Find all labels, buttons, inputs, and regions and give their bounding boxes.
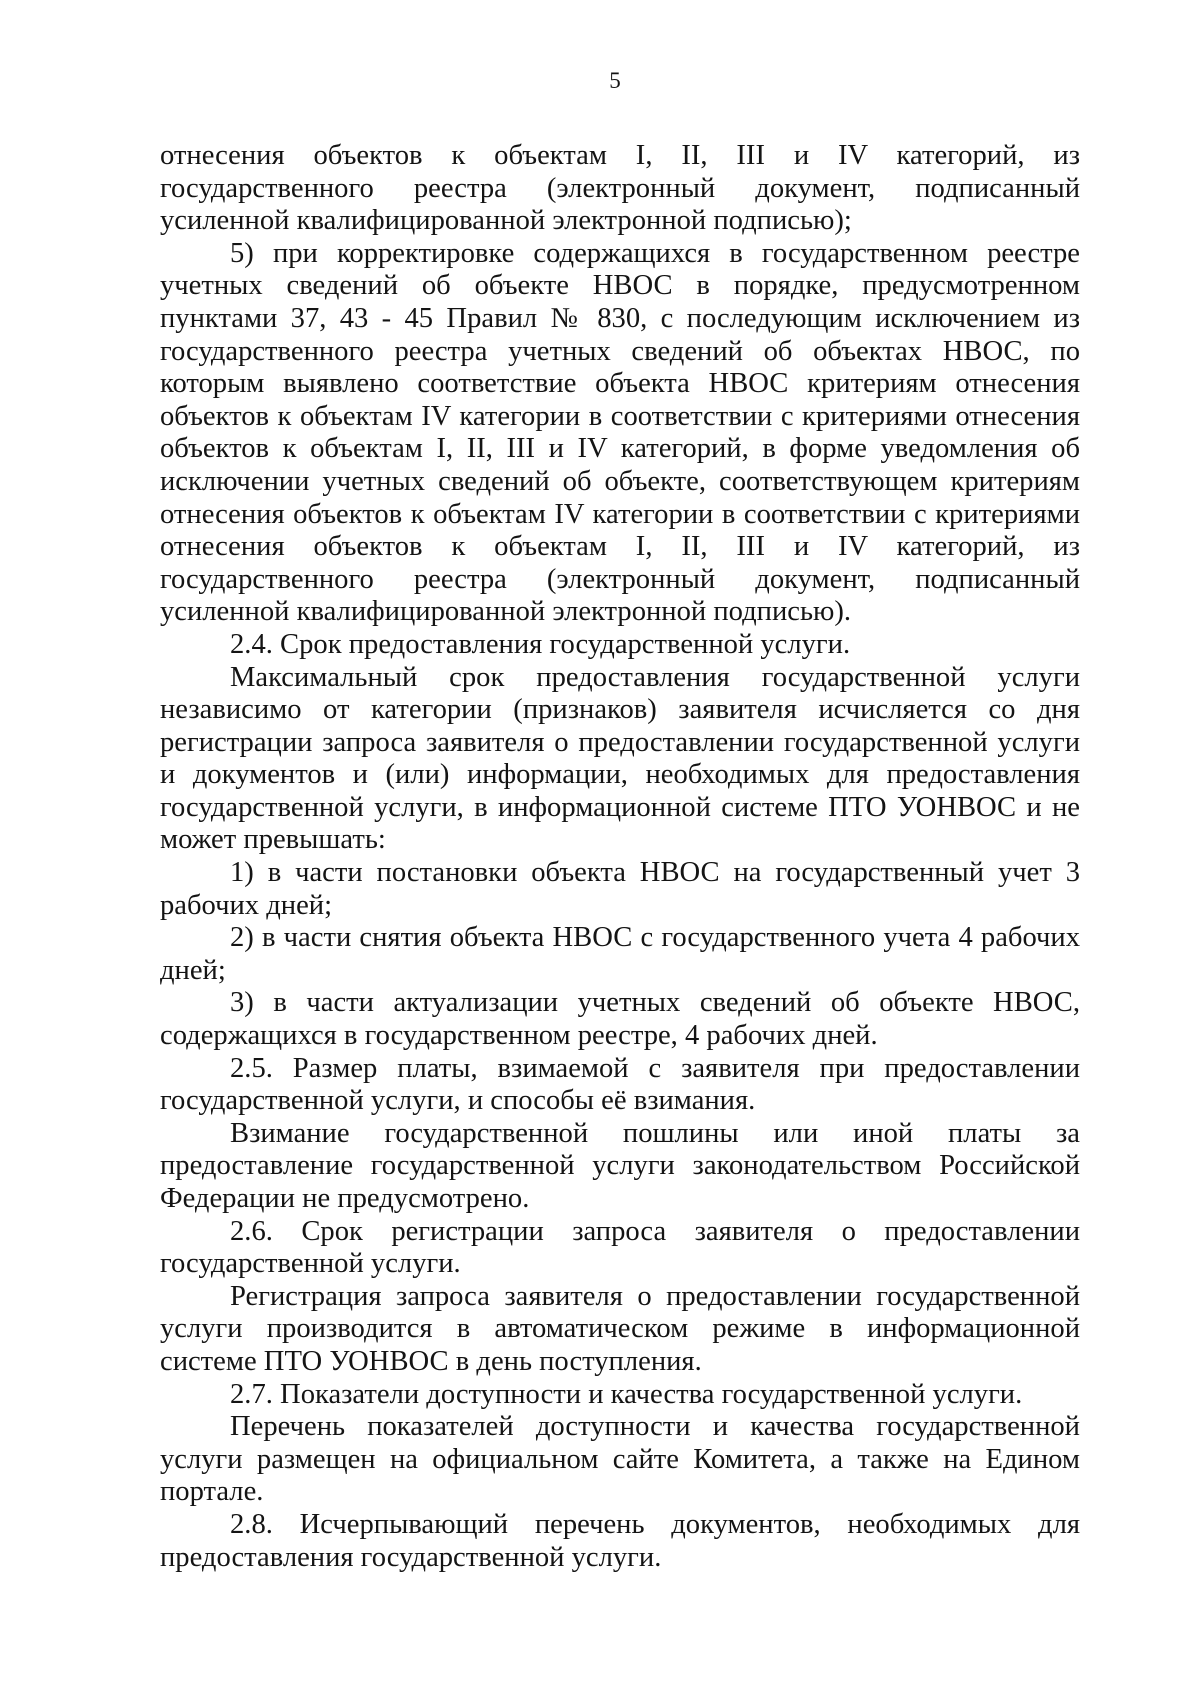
paragraph: Взимание государственной пошлины или иной платы за предоставление государственной услуги законодательством Российской Федерации не предусмотрено. [160,1117,1080,1214]
section-heading-2-5: 2.5. Размер платы, взимаемой с заявителя при предоставлении государственной услуги, и способы её взимания. [160,1052,1080,1117]
section-heading-2-6: 2.6. Срок регистрации запроса заявителя о предоставлении государственной услуги. [160,1215,1080,1280]
paragraph-continuation: отнесения объектов к объектам I, II, III и IV категорий, из государственного реестра (электронный документ, подписанный усиленной квалифицированной электронной подписью); [160,140,1080,237]
paragraph-item-5: 5) при корректировке содержащихся в государственном реестре учетных сведений об объекте НВОС в порядке, предусмотренном пунктами 37, 43 - 45 Правил № 830, с последующим исключением из государственного реестра учетных сведений об объектах НВОС, по которым выявлено соответствие объекта НВОС критериям отнесения объектов к объектам IV категории в соответствии с критериями отнесения объектов к объектам I, II, III и IV категорий, в форме уведомления об исключении учетных сведений об объекте, соответствующем критериям отнесения объектов к объектам IV категории в соответствии с критериями отнесения объектов к объектам I, II, III и IV категорий, из государственного реестра (электронный документ, подписанный усиленной квалифицированной электронной подписью). [160,237,1080,628]
paragraph: Перечень показателей доступности и качества государственной услуги размещен на официальном сайте Комитета, а также на Едином портале. [160,1411,1080,1508]
list-item-1: 1) в части постановки объекта НВОС на государственный учет 3 рабочих дней; [160,857,1080,921]
section-heading-2-7: 2.7. Показатели доступности и качества государственной услуги. [230,1378,1023,1410]
section-heading-2-4: 2.4. Срок предоставления государственной услуги. [230,628,851,660]
list-item-3: 3) в части актуализации учетных сведений об объекте НВОС, содержащихся в государственном реестре, 4 рабочих дней. [160,987,1080,1052]
paragraph: Максимальный срок предоставления государственной услуги независимо от категории (признаков) заявителя исчисляется со дня регистрации запроса заявителя о предоставлении государственной услуги и документов и (или) информации, необходимых для предоставления государственной услуги, в информационной системе ПТО УОНВОС и не может превышать: [160,661,1080,856]
paragraph: Регистрация запроса заявителя о предоставлении государственной услуги производится в автоматическом режиме в информационной системе ПТО УОНВОС в день поступления. [160,1280,1080,1377]
document-body [160,140,1080,1574]
page-number: 5 [609,68,621,93]
list-item-2: 2) в части снятия объекта НВОС с государственного учета 4 рабочих дней; [160,922,1080,986]
section-heading-2-8: 2.8. Исчерпывающий перечень документов, необходимых для предоставления государственной услуги. [160,1508,1080,1573]
